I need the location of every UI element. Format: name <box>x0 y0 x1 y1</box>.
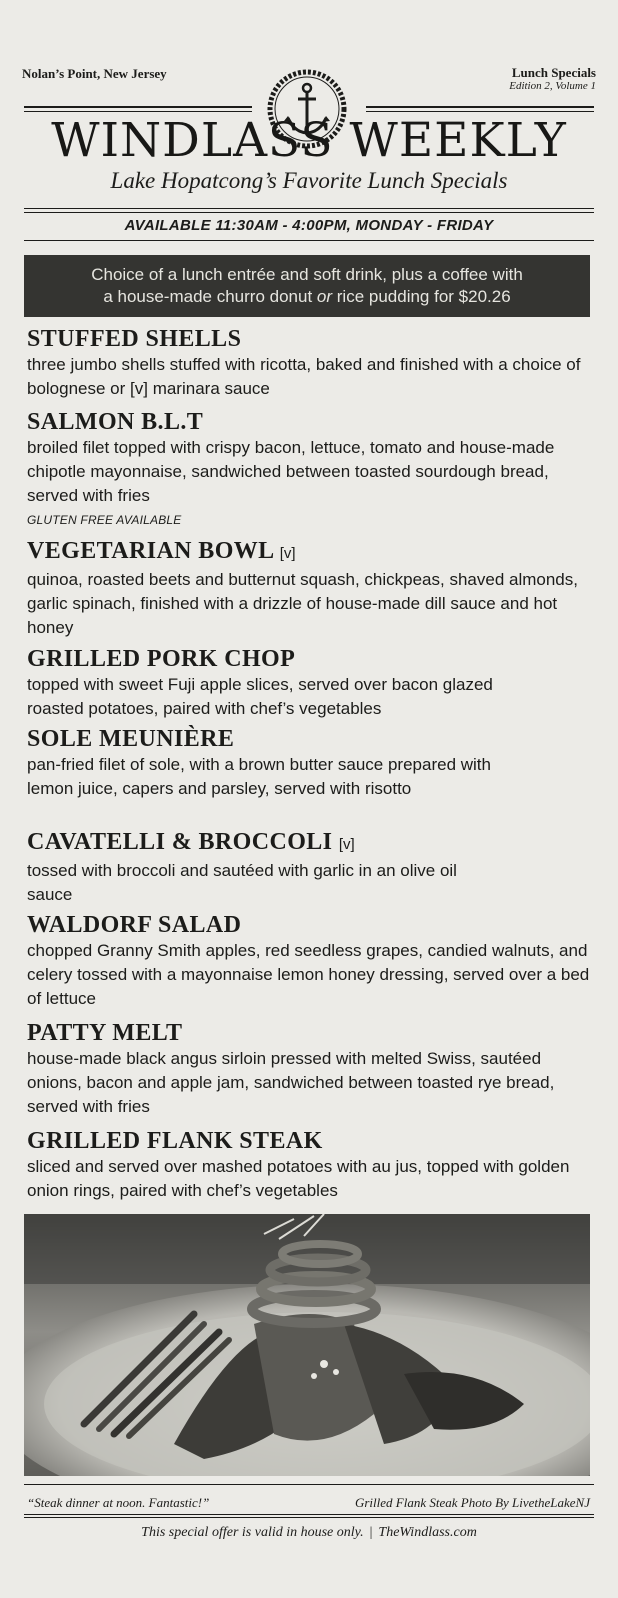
footer-rule-top <box>24 1484 594 1485</box>
offer-line-2 <box>24 286 590 308</box>
menu-item-description: topped with sweet Fuji apple slices, served over bacon glazed roasted potatoes, paired with chef’s vegetables <box>27 675 493 718</box>
footer-rule-middle <box>24 1514 594 1515</box>
menu-item <box>27 725 592 828</box>
menu-item-name <box>27 408 592 436</box>
header-rule-right <box>366 106 594 108</box>
availability-rule-bottom <box>24 240 594 241</box>
footer-separator: | <box>369 1525 373 1540</box>
menu-item-name <box>27 537 592 568</box>
offer-line-2-after: rice pudding for $20.26 <box>336 287 511 306</box>
menu-item-name <box>27 325 592 353</box>
menu-list <box>27 325 592 1207</box>
header-rule-left <box>24 106 252 108</box>
gluten-free-note: GLUTEN FREE AVAILABLE <box>27 513 182 527</box>
menu-item-name-text: GRILLED PORK CHOP <box>27 646 296 672</box>
menu-item-name-text: CAVATELLI & BROCCOLI <box>27 829 333 855</box>
menu-item-name <box>27 645 592 673</box>
menu-item-name-text: PATTY MELT <box>27 1020 183 1046</box>
offer-line-1: Choice of a lunch entrée and soft drink, plus a coffee with <box>91 265 523 284</box>
website-link[interactable]: TheWindlass.com <box>378 1525 477 1540</box>
menu-item-name-text: GRILLED FLANK STEAK <box>27 1128 323 1154</box>
footer-rule-middle-thin <box>24 1517 594 1518</box>
menu-item-name-text: SALMON B.L.T <box>27 409 204 435</box>
offer-line-2-before: a house-made churro donut <box>103 287 313 306</box>
menu-item <box>27 911 592 1019</box>
menu-item <box>27 408 592 537</box>
photo-quote: “Steak dinner at noon. Fantastic!” <box>27 1495 210 1510</box>
menu-item-name-text: STUFFED SHELLS <box>27 326 242 352</box>
tagline: Lake Hopatcong’s Favorite Lunch Specials <box>110 168 508 193</box>
menu-item-name <box>27 725 592 753</box>
edition-title: Lunch Specials <box>511 65 596 80</box>
menu-item-description: chopped Granny Smith apples, red seedless grapes, candied walnuts, and celery tossed with a mayonnaise lemon honey dressing, served over a bed of lettuce <box>27 941 590 1008</box>
location-text: Nolan’s Point, New Jersey <box>22 66 167 81</box>
menu-item-description: tossed with broccoli and sautéed with garlic in an olive oil sauce <box>27 861 457 904</box>
menu-item-name-text: VEGETARIAN BOWL <box>27 538 274 564</box>
menu-item-name-text: WALDORF SALAD <box>27 912 242 938</box>
menu-item <box>27 537 592 645</box>
menu-item <box>27 828 592 911</box>
menu-item <box>27 1019 592 1127</box>
flank-steak-photo <box>24 1214 590 1476</box>
menu-item-name <box>27 911 592 939</box>
availability-rule-top <box>24 208 594 209</box>
header-rule-right-thin <box>366 111 594 112</box>
menu-item <box>27 325 592 408</box>
menu-item-name <box>27 1127 592 1155</box>
header-rule-left-thin <box>24 111 252 112</box>
vegetarian-tag: [v] <box>279 545 296 562</box>
masthead-title: WINDLASS WEEKLY <box>51 113 567 168</box>
footer <box>0 1525 618 1541</box>
photo-credit: Grilled Flank Steak Photo By LivetheLakeNJ <box>354 1495 590 1510</box>
vegetarian-tag: [v] <box>338 836 355 853</box>
menu-item-name-text: SOLE MEUNIÈRE <box>27 726 235 752</box>
edition-block <box>509 66 596 93</box>
availability-text: AVAILABLE 11:30AM - 4:00PM, MONDAY - FRIDAY <box>124 217 494 234</box>
menu-item <box>27 645 592 725</box>
menu-item-description: quinoa, roasted beets and butternut squash, chickpeas, shaved almonds, garlic spinach, finished with a drizzle of house-made dill sauce and hot honey <box>27 570 578 637</box>
menu-item-name <box>27 1019 592 1047</box>
menu-item-description: house-made black angus sirloin pressed with melted Swiss, sautéed onions, bacon and apple jam, sandwiched between toasted rye bread, served with fries <box>27 1049 555 1116</box>
menu-item-description: pan-fried filet of sole, with a brown butter sauce prepared with lemon juice, capers and parsley, served with risotto <box>27 755 491 798</box>
menu-item <box>27 1127 592 1207</box>
menu-item-description: broiled filet topped with crispy bacon, lettuce, tomato and house-made chipotle mayonnaise, sandwiched between toasted sourdough bread, served with fries <box>27 438 555 505</box>
offer-banner <box>24 255 590 317</box>
menu-item-description: sliced and served over mashed potatoes with au jus, topped with golden onion rings, paired with chef’s vegetables <box>27 1157 570 1200</box>
availability-rule-top-thin <box>24 212 594 213</box>
edition-subtitle: Edition 2, Volume 1 <box>509 80 596 92</box>
offer-validity-note: This special offer is valid in house only. <box>141 1525 364 1540</box>
offer-or: or <box>316 287 333 306</box>
menu-item-description: three jumbo shells stuffed with ricotta, baked and finished with a choice of bolognese or [v] marinara sauce <box>27 355 581 398</box>
menu-item-name <box>27 828 592 859</box>
